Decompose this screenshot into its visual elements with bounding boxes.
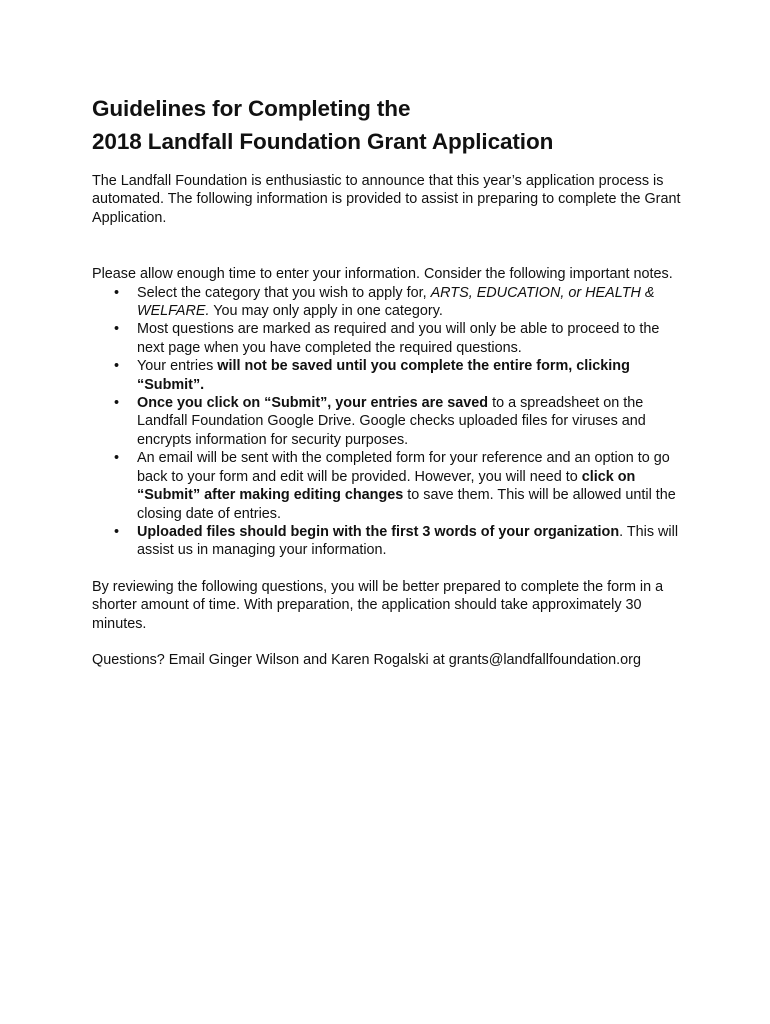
note-text: Your entries (137, 358, 218, 375)
intro-paragraph: The Landfall Foundation is enthusiastic to announce that this year’s application process is automated. The following information is provided to assist in preparing to complete the Grant Application. (92, 173, 681, 226)
note-text: An email will be sent with the completed form for your reference and an option to go back to your form and edit will be provided. However, you will need to (137, 450, 670, 485)
note-text: to save them. This will be allowed until the closing date of entries. (137, 487, 676, 522)
bullet-icon: • (114, 395, 120, 412)
title-line-1: Guidelines for Completing the (92, 96, 411, 121)
document-page (92, 92, 682, 669)
note-text: Uploaded files should begin with the first 3 words of your organization (137, 523, 620, 540)
bullet-icon: • (114, 450, 120, 467)
note-text: Once you click on “Submit”, your entries are saved (137, 395, 489, 412)
note-item (92, 449, 682, 523)
notes-list (92, 284, 682, 560)
note-text: ARTS, EDUCATION, or HEALTH & WELFARE. (137, 284, 655, 320)
bullet-icon: • (114, 284, 120, 301)
note-item (92, 523, 682, 560)
note-item (92, 394, 682, 449)
review-paragraph: By reviewing the following questions, you will be better prepared to complete the form in a shorter amount of time. With preparation, the application should take approximately 30 minutes. (92, 578, 664, 632)
title-line-2: 2018 Landfall Foundation Grant Application (92, 129, 554, 154)
note-text: will not be saved until you complete the entire form, clicking “Submit”. (137, 358, 630, 393)
note-text: You may only apply in one category. (209, 303, 443, 320)
contact-paragraph: Questions? Email Ginger Wilson and Karen Rogalski at grants@landfallfoundation.org (92, 651, 641, 668)
note-text: Most questions are marked as required and you will only be able to proceed to the next page when you have completed the required questions. (137, 321, 660, 356)
note-text: click on “Submit” after making editing changes (137, 468, 636, 504)
note-item (92, 357, 682, 394)
note-text: to a spreadsheet on the Landfall Foundation Google Drive. Google checks uploaded files for viruses and encrypts information for security purposes. (137, 395, 646, 448)
note-text: . This will assist us in managing your information. (137, 523, 679, 559)
note-item (92, 320, 682, 357)
bullet-icon: • (114, 523, 120, 540)
bullet-icon: • (114, 358, 120, 375)
notes-intro-paragraph: Please allow enough time to enter your information. Consider the following important notes. (92, 266, 673, 283)
note-text: Select the category that you wish to apply for, (137, 284, 431, 301)
note-item (92, 284, 682, 321)
page-title (92, 92, 682, 158)
bullet-icon: • (114, 321, 120, 338)
